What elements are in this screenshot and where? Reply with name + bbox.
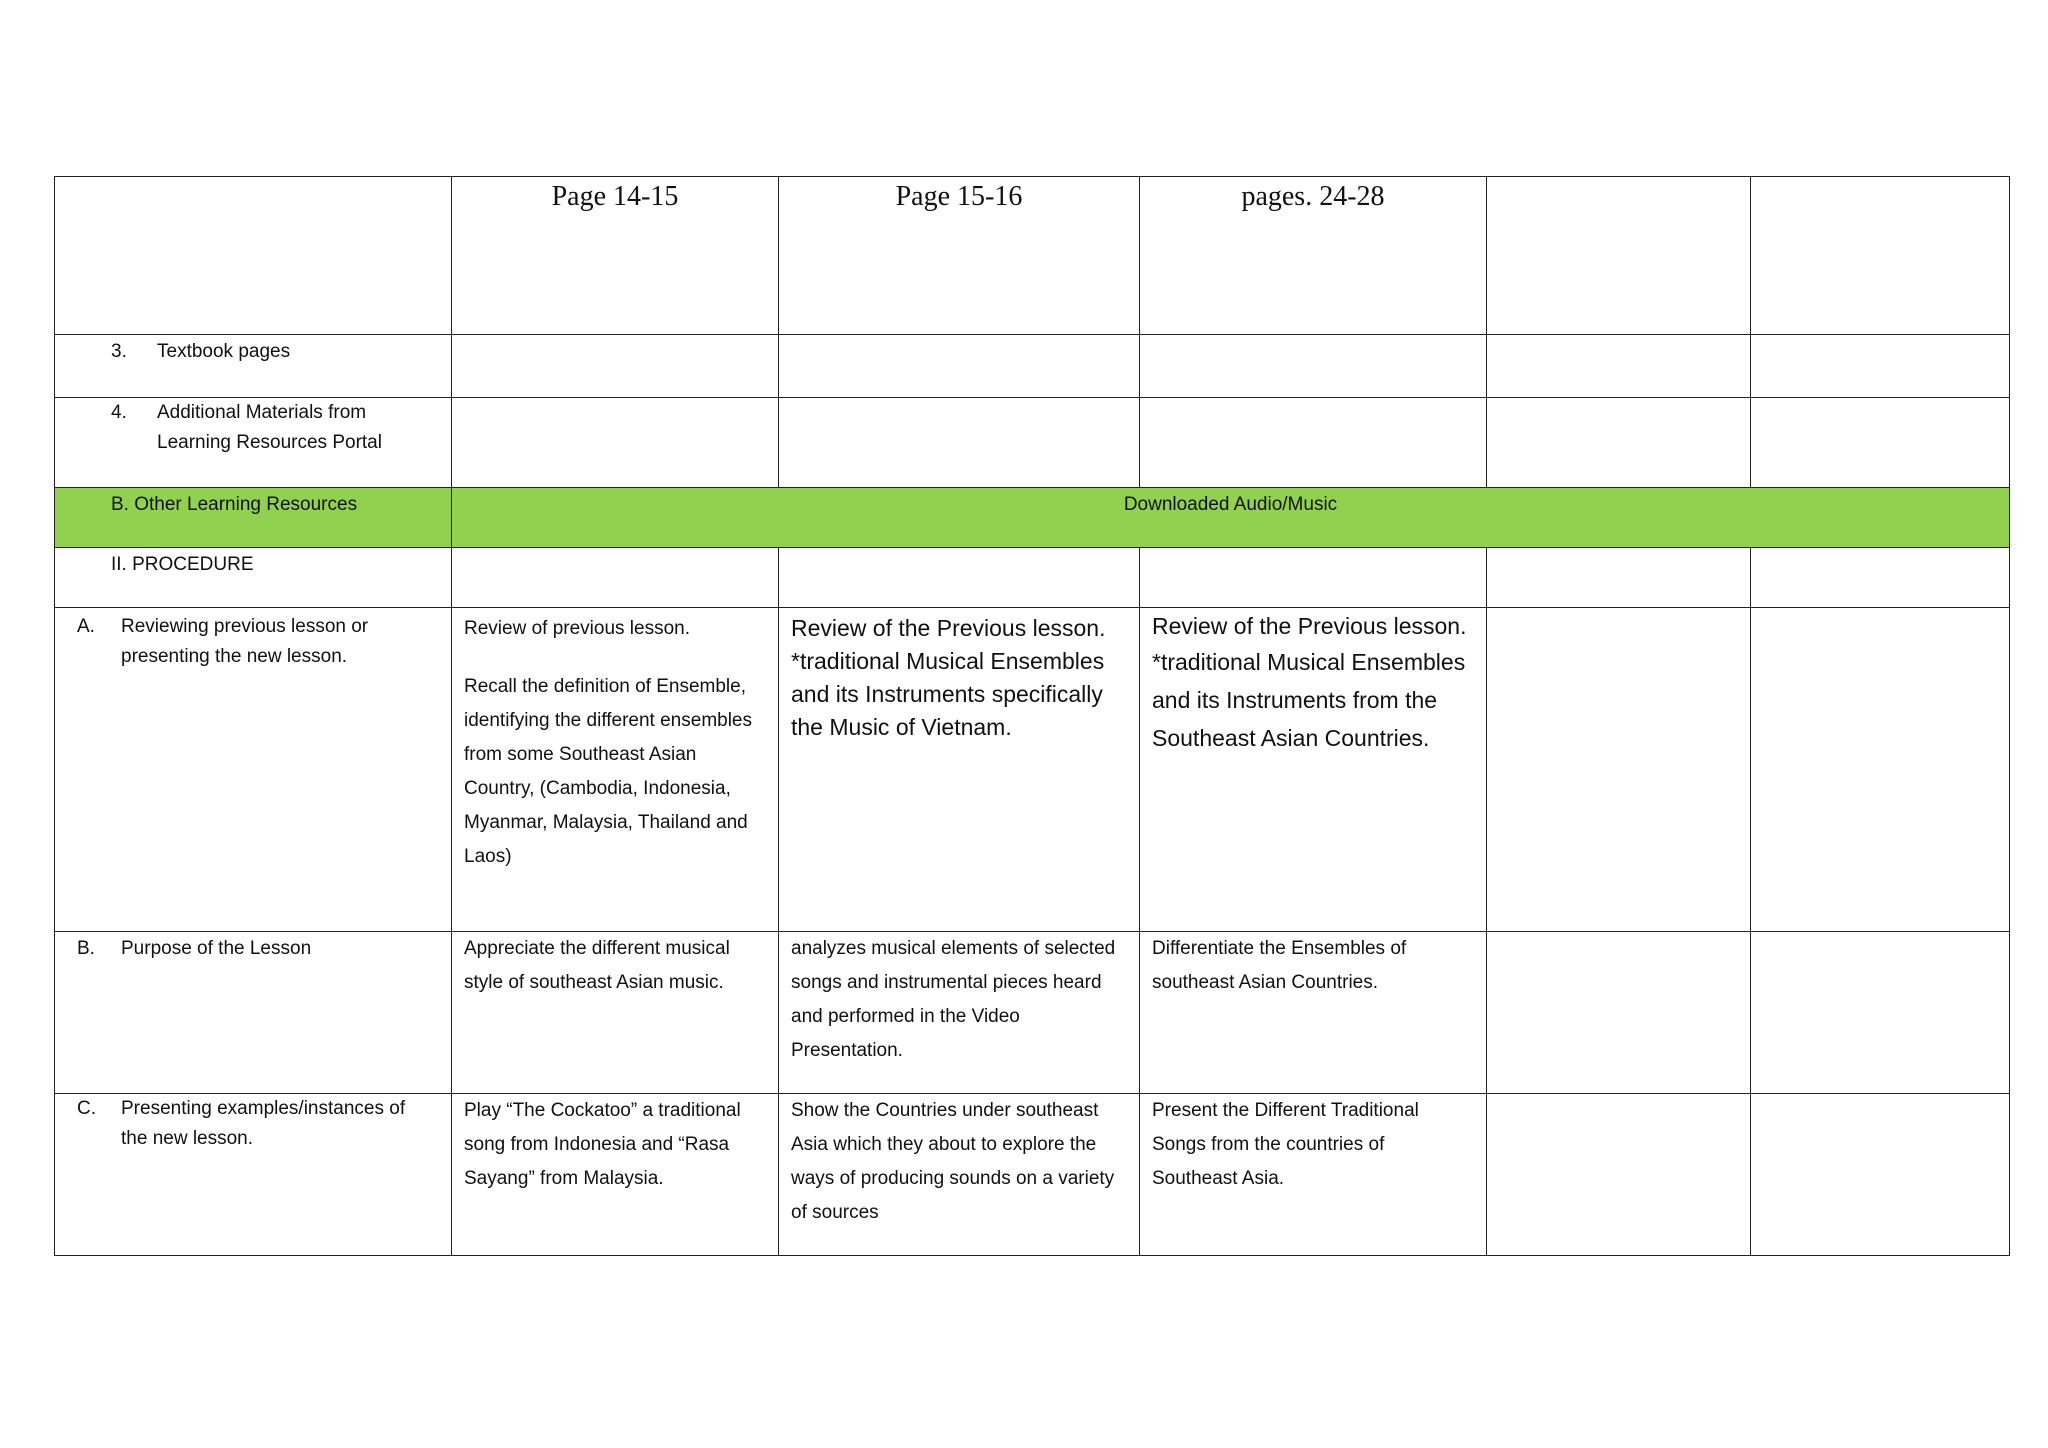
cell-text: *traditional Musical Ensembles and its Instruments from the Southeast Asian Countries. [1152, 649, 1466, 751]
empty-cell [1751, 608, 2010, 932]
empty-cell [1487, 1094, 1751, 1256]
empty-cell [1140, 548, 1487, 608]
item-label: Additional Materials from Learning Resources Portal [157, 402, 382, 453]
empty-cell [1751, 398, 2010, 488]
empty-cell [1487, 398, 1751, 488]
empty-cell [1487, 335, 1751, 398]
empty-cell [779, 398, 1140, 488]
reviewing-col2 [779, 608, 1140, 932]
empty-cell [1751, 1094, 2010, 1256]
presenting-label [55, 1094, 452, 1256]
table-row [55, 177, 2010, 335]
empty-cell [452, 335, 779, 398]
empty-cell [1140, 335, 1487, 398]
lesson-plan-table [54, 176, 2010, 1256]
other-resources-label: B. Other Learning Resources [55, 488, 452, 548]
purpose-col3: Differentiate the Ensembles of southeast Asian Countries. [1140, 932, 1487, 1094]
cell [55, 177, 452, 335]
additional-materials-label [55, 398, 452, 488]
cell-text: *traditional Musical Ensembles and its Instruments specifically the Music of Vietnam. [791, 648, 1105, 740]
reviewing-label [55, 608, 452, 932]
empty-cell [779, 548, 1140, 608]
item-number: 4. [111, 402, 127, 423]
empty-cell [1487, 548, 1751, 608]
item-letter: B. [77, 938, 95, 959]
textbook-pages-label [55, 335, 452, 398]
item-label: Presenting examples/instances of the new lesson. [121, 1098, 406, 1149]
table-row [55, 548, 2010, 608]
item-letter: A. [77, 616, 95, 637]
procedure-label: II. PROCEDURE [55, 548, 452, 608]
empty-cell [452, 548, 779, 608]
cell-text: Review of the Previous lesson. [1152, 613, 1467, 639]
table-row [55, 398, 2010, 488]
header-pages-2: Page 15-16 [779, 177, 1140, 335]
item-letter: C. [77, 1098, 96, 1119]
empty-cell [779, 335, 1140, 398]
cell [1487, 177, 1751, 335]
presenting-col2: Show the Countries under southeast Asia which they about to explore the ways of producing sounds on a variety of sources [779, 1094, 1140, 1256]
item-label: Purpose of the Lesson [121, 938, 312, 959]
header-pages-3: pages. 24-28 [1140, 177, 1487, 335]
item-number: 3. [111, 341, 127, 362]
purpose-col1: Appreciate the different musical style of southeast Asian music. [452, 932, 779, 1094]
table-row [55, 608, 2010, 932]
item-label: Reviewing previous lesson or presenting the new lesson. [121, 616, 369, 667]
presenting-col1: Play “The Cockatoo” a traditional song from Indonesia and “Rasa Sayang” from Malaysia. [452, 1094, 779, 1256]
purpose-col2: analyzes musical elements of selected songs and instrumental pieces heard and performed in the Video Presentation. [779, 932, 1140, 1094]
purpose-label [55, 932, 452, 1094]
empty-cell [1751, 548, 2010, 608]
item-label: Textbook pages [157, 341, 291, 362]
empty-cell [1487, 608, 1751, 932]
cell-text: Recall the definition of Ensemble, identifying the different ensembles from some Southeast Asian Country, (Cambodia, Indonesia, Myanmar, Malaysia, Thailand and Laos) [464, 676, 752, 867]
empty-cell [1140, 398, 1487, 488]
header-pages-1: Page 14-15 [452, 177, 779, 335]
empty-cell [452, 398, 779, 488]
empty-cell [1487, 932, 1751, 1094]
table-row [55, 932, 2010, 1094]
table-row [55, 335, 2010, 398]
cell [1751, 177, 2010, 335]
other-resources-value: Downloaded Audio/Music [452, 488, 2010, 548]
empty-cell [1751, 932, 2010, 1094]
reviewing-col3 [1140, 608, 1487, 932]
cell-text: Review of previous lesson. [464, 618, 690, 639]
empty-cell [1751, 335, 2010, 398]
cell-text: Review of the Previous lesson. [791, 615, 1106, 641]
table-row [55, 1094, 2010, 1256]
presenting-col3: Present the Different Traditional Songs from the countries of Southeast Asia. [1140, 1094, 1487, 1256]
reviewing-col1 [452, 608, 779, 932]
table-row [55, 488, 2010, 548]
